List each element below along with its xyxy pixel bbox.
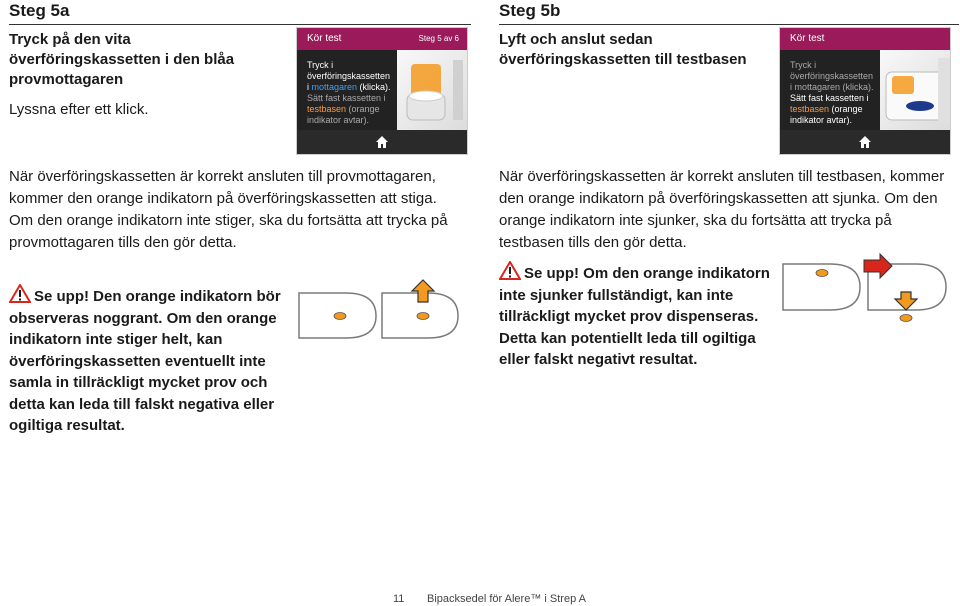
indicator-before (334, 313, 346, 320)
instr-text: Tryck i överföringskassetten i (307, 60, 391, 92)
screen-title-bar (297, 28, 467, 50)
step-5a-warning (9, 284, 281, 437)
instr-text: Sätt fast kassetten i (790, 93, 869, 103)
indicator-sink-diagram (780, 252, 950, 332)
home-icon[interactable] (858, 135, 872, 149)
instr-hl: testbasen (307, 104, 347, 114)
screen-footer-bar (780, 130, 950, 154)
instr-hl: testbasen (790, 104, 830, 114)
indicator-after (900, 315, 912, 322)
instr-dim: Sätt fast kassetten i (307, 93, 386, 103)
screen-instructions (780, 50, 880, 130)
device-illustration-icon (880, 50, 951, 132)
warning-icon (499, 261, 521, 280)
instr-dim: Tryck i överföringskassetten i mottagaren (klicka). (790, 60, 874, 92)
instr-text-2: (klicka). (357, 82, 391, 92)
step-5b-paragraph: När överföringskassetten är korrekt ansluten till testbasen, kommer den orange indikatorn på överföringskassetten att sjunka. Om den orange indikatorn inte sjunker, ska du fortsätta att trycka på testbasen tills den gör detta. (499, 168, 945, 251)
warning-lead: Se upp! Om den orange indikatorn inte sjunker fullständigt, kan inte tillräckligt mycket prov dispenseras. Detta kan potentiellt leda till ogiltiga eller falskt negativt resultat. (499, 265, 770, 368)
indicator-before (816, 270, 828, 277)
device-photo (397, 50, 467, 130)
home-icon[interactable] (375, 135, 389, 149)
screen-title-bar (780, 28, 950, 50)
page-number: 11 (393, 593, 405, 605)
step-5b-subtitle: Lyft och anslut sedan överföringskassetten till testbasen (499, 31, 747, 68)
device-photo (880, 50, 950, 130)
screen-instructions (297, 50, 397, 130)
step-5b-title: Steg 5b (499, 0, 959, 25)
instr-text-2: (orange indikator avtar). (790, 104, 863, 125)
screen-title: Kör test (307, 33, 342, 44)
step-5b-warning (499, 261, 773, 371)
step-5a-title: Steg 5a (9, 0, 471, 25)
instr-blue: mottagaren (311, 82, 358, 92)
indicator-rise-diagram (296, 278, 462, 342)
step-5a-subtitle: Tryck på den vita överföringskassetten i den blåa provmottagaren (9, 31, 235, 88)
warning-lead: Se upp! Den orange indikatorn bör observeras noggrant. (9, 288, 281, 327)
device-screen-5b (779, 27, 951, 155)
screen-title: Kör test (790, 33, 825, 44)
indicator-after (417, 313, 429, 320)
warning-rest: Om den orange indikatorn inte stiger helt, kan överföringskassetten eventuellt inte samla in tillräckligt mycket prov och detta kan leda till falskt negativa eller ogiltiga resultat. (9, 309, 277, 434)
device-illustration-icon (397, 50, 468, 132)
instr-text-3: (orange indikator avtar). (307, 104, 380, 125)
warning-icon (9, 284, 31, 303)
footer-text: Bipacksedel för Alere™ i Strep A (427, 593, 586, 605)
device-screen-5a (296, 27, 468, 155)
screen-footer-bar (297, 130, 467, 154)
screen-step-counter: Steg 5 av 6 (418, 34, 459, 43)
step-5a-note: Lyssna efter ett klick. (9, 101, 149, 118)
step-5a-paragraph: När överföringskassetten är korrekt ansluten till provmottagaren, kommer den orange indikatorn på överföringskassetten att stiga. Om den orange indikatorn inte stiger, ska du fortsätta att trycka på provmottagaren tills den gör detta. (9, 168, 448, 251)
